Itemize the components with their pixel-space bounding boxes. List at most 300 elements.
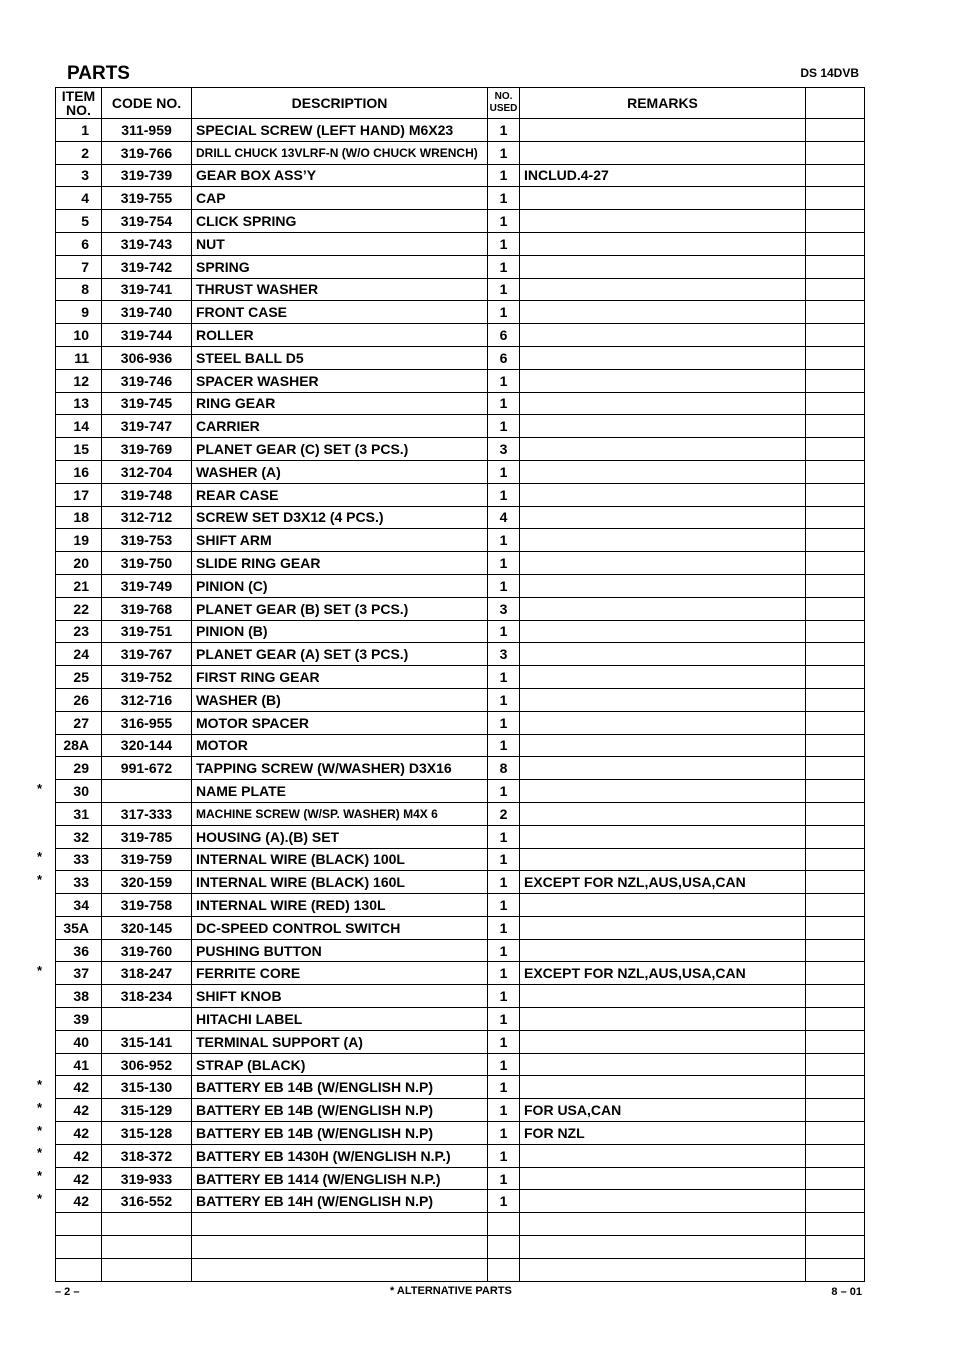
item-no-cell: 11 (56, 346, 102, 369)
extra-cell (806, 552, 865, 575)
remarks-cell (520, 688, 806, 711)
code-no-cell: 319-758 (102, 894, 192, 917)
extra-cell (806, 346, 865, 369)
item-no-cell: 22 (56, 597, 102, 620)
item-no-cell: 1 (56, 119, 102, 142)
description-cell: FERRITE CORE (192, 962, 488, 985)
code-no-cell: 319-768 (102, 597, 192, 620)
code-no-cell: 318-372 (102, 1144, 192, 1167)
code-no-cell: 319-752 (102, 666, 192, 689)
table-row (56, 643, 865, 666)
item-no-cell: 33 (56, 848, 102, 871)
no-used-cell: 1 (488, 871, 520, 894)
table-row (56, 552, 865, 575)
item-no-cell: 41 (56, 1053, 102, 1076)
code-no-cell: 319-933 (102, 1167, 192, 1190)
item-no-cell: 32 (56, 825, 102, 848)
code-no-cell: 991-672 (102, 757, 192, 780)
extra-cell (806, 1099, 865, 1122)
item-no-cell: 31 (56, 802, 102, 825)
extra-cell (806, 643, 865, 666)
no-used-cell: 1 (488, 688, 520, 711)
remarks-cell (520, 802, 806, 825)
description-cell: GEAR BOX ASS’Y (192, 164, 488, 187)
extra-cell (806, 187, 865, 210)
code-no-cell: 319-767 (102, 643, 192, 666)
alternative-part-marker: * (37, 1190, 43, 1206)
remarks-cell (520, 757, 806, 780)
extra-cell (806, 1053, 865, 1076)
item-no-cell: 28A (56, 734, 102, 757)
item-no-cell (56, 1236, 102, 1259)
alternative-part-marker: * (37, 1076, 43, 1092)
remarks-cell: INCLUD.4-27 (520, 164, 806, 187)
remarks-cell (520, 392, 806, 415)
header-code-no: CODE NO. (102, 88, 192, 119)
code-no-cell: 319-753 (102, 529, 192, 552)
table-row (56, 1099, 865, 1122)
remarks-cell (520, 1053, 806, 1076)
item-no-cell: 29 (56, 757, 102, 780)
extra-cell (806, 1190, 865, 1213)
no-used-cell: 1 (488, 141, 520, 164)
code-no-cell: 306-936 (102, 346, 192, 369)
code-no-cell: 319-750 (102, 552, 192, 575)
item-no-cell: 16 (56, 460, 102, 483)
remarks-cell (520, 483, 806, 506)
item-no-cell: 36 (56, 939, 102, 962)
extra-cell (806, 688, 865, 711)
no-used-cell: 4 (488, 506, 520, 529)
code-no-cell: 320-144 (102, 734, 192, 757)
remarks-cell (520, 1076, 806, 1099)
remarks-cell (520, 825, 806, 848)
no-used-cell: 1 (488, 483, 520, 506)
remarks-cell (520, 1144, 806, 1167)
description-cell: REAR CASE (192, 483, 488, 506)
alternative-part-marker: * (37, 1122, 43, 1138)
extra-cell (806, 1076, 865, 1099)
description-cell (192, 1213, 488, 1236)
no-used-cell: 1 (488, 574, 520, 597)
description-cell: INTERNAL WIRE (RED) 130L (192, 894, 488, 917)
table-row (56, 460, 865, 483)
no-used-cell: 1 (488, 666, 520, 689)
description-cell: INTERNAL WIRE (BLACK) 100L (192, 848, 488, 871)
parts-table (55, 87, 865, 1282)
remarks-cell (520, 506, 806, 529)
no-used-cell: 1 (488, 985, 520, 1008)
extra-cell (806, 985, 865, 1008)
description-cell: SCREW SET D3X12 (4 PCS.) (192, 506, 488, 529)
code-no-cell: 319-741 (102, 278, 192, 301)
table-row (56, 597, 865, 620)
table-row (56, 1167, 865, 1190)
page-number: – 2 – (55, 1286, 80, 1298)
code-no-cell (102, 1008, 192, 1031)
no-used-cell: 1 (488, 620, 520, 643)
alternative-part-marker: * (37, 780, 43, 796)
code-no-cell: 320-145 (102, 916, 192, 939)
extra-cell (806, 141, 865, 164)
remarks-cell (520, 324, 806, 347)
extra-cell (806, 1258, 865, 1281)
extra-cell (806, 324, 865, 347)
item-no-cell: 42 (56, 1190, 102, 1213)
description-cell: HITACHI LABEL (192, 1008, 488, 1031)
no-used-cell: 1 (488, 164, 520, 187)
table-row (56, 346, 865, 369)
table-row (56, 757, 865, 780)
extra-cell (806, 666, 865, 689)
item-no-cell: 5 (56, 210, 102, 233)
table-row (56, 164, 865, 187)
code-no-cell: 312-712 (102, 506, 192, 529)
remarks-cell (520, 1030, 806, 1053)
remarks-cell: FOR NZL (520, 1122, 806, 1145)
extra-cell (806, 962, 865, 985)
no-used-cell: 1 (488, 1099, 520, 1122)
item-no-cell: 42 (56, 1167, 102, 1190)
table-row (56, 210, 865, 233)
no-used-cell (488, 1236, 520, 1259)
table-row (56, 232, 865, 255)
model-number: DS 14DVB (800, 66, 859, 80)
description-cell: BATTERY EB 14B (W/ENGLISH N.P) (192, 1122, 488, 1145)
item-no-cell: 7 (56, 255, 102, 278)
no-used-cell: 1 (488, 301, 520, 324)
table-row (56, 711, 865, 734)
page-title: PARTS (67, 63, 130, 84)
remarks-cell (520, 255, 806, 278)
description-cell: WASHER (B) (192, 688, 488, 711)
extra-cell (806, 392, 865, 415)
no-used-cell: 3 (488, 438, 520, 461)
item-no-cell: 4 (56, 187, 102, 210)
remarks-cell (520, 666, 806, 689)
remarks-cell (520, 438, 806, 461)
extra-cell (806, 574, 865, 597)
extra-cell (806, 939, 865, 962)
table-row (56, 438, 865, 461)
extra-cell (806, 438, 865, 461)
description-cell: PINION (C) (192, 574, 488, 597)
description-cell: ROLLER (192, 324, 488, 347)
item-no-cell: 13 (56, 392, 102, 415)
extra-cell (806, 301, 865, 324)
extra-cell (806, 734, 865, 757)
no-used-cell: 1 (488, 369, 520, 392)
no-used-cell: 1 (488, 1190, 520, 1213)
item-no-cell: 42 (56, 1076, 102, 1099)
remarks-cell (520, 187, 806, 210)
no-used-cell: 1 (488, 187, 520, 210)
table-row (56, 1030, 865, 1053)
no-used-cell: 1 (488, 1053, 520, 1076)
remarks-cell (520, 346, 806, 369)
table-row (56, 119, 865, 142)
remarks-cell (520, 278, 806, 301)
code-no-cell: 320-159 (102, 871, 192, 894)
extra-cell (806, 620, 865, 643)
item-no-cell: 3 (56, 164, 102, 187)
extra-cell (806, 506, 865, 529)
remarks-cell (520, 460, 806, 483)
code-no-cell: 312-716 (102, 688, 192, 711)
remarks-cell (520, 1190, 806, 1213)
no-used-cell: 3 (488, 643, 520, 666)
code-no-cell: 319-749 (102, 574, 192, 597)
table-row (56, 278, 865, 301)
extra-cell (806, 1008, 865, 1031)
extra-cell (806, 369, 865, 392)
description-cell: BATTERY EB 14H (W/ENGLISH N.P) (192, 1190, 488, 1213)
item-no-cell (56, 1213, 102, 1236)
no-used-cell: 1 (488, 848, 520, 871)
item-no-cell: 30 (56, 780, 102, 803)
item-no-cell: 34 (56, 894, 102, 917)
code-no-cell: 319-766 (102, 141, 192, 164)
code-no-cell: 318-234 (102, 985, 192, 1008)
table-row (56, 301, 865, 324)
item-no-cell: 42 (56, 1144, 102, 1167)
code-no-cell: 319-742 (102, 255, 192, 278)
code-no-cell: 319-748 (102, 483, 192, 506)
no-used-cell: 1 (488, 939, 520, 962)
extra-cell (806, 460, 865, 483)
table-row (56, 506, 865, 529)
remarks-cell (520, 734, 806, 757)
code-no-cell: 319-744 (102, 324, 192, 347)
extra-cell (806, 1213, 865, 1236)
table-row (56, 369, 865, 392)
remarks-cell (520, 232, 806, 255)
description-cell: SHIFT ARM (192, 529, 488, 552)
alternative-part-marker: * (37, 1099, 43, 1115)
table-row (56, 962, 865, 985)
code-no-cell: 318-247 (102, 962, 192, 985)
description-cell: BATTERY EB 14B (W/ENGLISH N.P) (192, 1076, 488, 1099)
no-used-cell: 1 (488, 711, 520, 734)
description-cell: DRILL CHUCK 13VLRF-N (W/O CHUCK WRENCH) (192, 141, 488, 164)
remarks-cell (520, 119, 806, 142)
item-no-cell: 17 (56, 483, 102, 506)
extra-cell (806, 1122, 865, 1145)
description-cell (192, 1258, 488, 1281)
item-no-cell: 6 (56, 232, 102, 255)
description-cell: PINION (B) (192, 620, 488, 643)
extra-cell (806, 916, 865, 939)
table-row (56, 780, 865, 803)
description-cell: TERMINAL SUPPORT (A) (192, 1030, 488, 1053)
item-no-cell: 33 (56, 871, 102, 894)
alternative-part-marker: * (37, 1145, 43, 1161)
extra-cell (806, 711, 865, 734)
extra-cell (806, 1236, 865, 1259)
table-row (56, 141, 865, 164)
extra-cell (806, 1167, 865, 1190)
description-cell: FIRST RING GEAR (192, 666, 488, 689)
extra-cell (806, 119, 865, 142)
code-no-cell: 315-128 (102, 1122, 192, 1145)
alternative-parts-note: * ALTERNATIVE PARTS (390, 1285, 512, 1297)
code-no-cell: 319-745 (102, 392, 192, 415)
remarks-cell (520, 643, 806, 666)
description-cell: MOTOR SPACER (192, 711, 488, 734)
table-row (56, 1236, 865, 1259)
item-no-cell: 38 (56, 985, 102, 1008)
table-row (56, 848, 865, 871)
table-row (56, 574, 865, 597)
table-row (56, 1213, 865, 1236)
description-cell: SPRING (192, 255, 488, 278)
remarks-cell: EXCEPT FOR NZL,AUS,USA,CAN (520, 871, 806, 894)
remarks-cell: FOR USA,CAN (520, 1099, 806, 1122)
table-row (56, 255, 865, 278)
description-cell: TAPPING SCREW (W/WASHER) D3X16 (192, 757, 488, 780)
remarks-cell (520, 894, 806, 917)
description-cell: BATTERY EB 14B (W/ENGLISH N.P) (192, 1099, 488, 1122)
description-cell: FRONT CASE (192, 301, 488, 324)
code-no-cell: 319-785 (102, 825, 192, 848)
description-cell: STEEL BALL D5 (192, 346, 488, 369)
no-used-cell: 1 (488, 1144, 520, 1167)
code-no-cell: 319-755 (102, 187, 192, 210)
code-no-cell (102, 1258, 192, 1281)
table-row (56, 802, 865, 825)
code-no-cell: 312-704 (102, 460, 192, 483)
code-no-cell (102, 780, 192, 803)
extra-cell (806, 164, 865, 187)
alternative-part-marker: * (37, 1168, 43, 1184)
table-row (56, 894, 865, 917)
description-cell: WASHER (A) (192, 460, 488, 483)
description-cell: NAME PLATE (192, 780, 488, 803)
table-row (56, 871, 865, 894)
description-cell: MOTOR (192, 734, 488, 757)
code-no-cell: 319-739 (102, 164, 192, 187)
remarks-cell (520, 141, 806, 164)
item-no-cell: 25 (56, 666, 102, 689)
item-no-cell: 12 (56, 369, 102, 392)
code-no-cell (102, 1236, 192, 1259)
no-used-cell: 1 (488, 1167, 520, 1190)
extra-cell (806, 597, 865, 620)
table-row (56, 483, 865, 506)
revision-date: 8 – 01 (831, 1286, 862, 1298)
table-row (56, 392, 865, 415)
item-no-cell: 21 (56, 574, 102, 597)
table-row (56, 1076, 865, 1099)
table-header-row (56, 88, 865, 119)
description-cell: RING GEAR (192, 392, 488, 415)
description-cell: THRUST WASHER (192, 278, 488, 301)
remarks-cell (520, 529, 806, 552)
table-row (56, 688, 865, 711)
description-cell: SLIDE RING GEAR (192, 552, 488, 575)
remarks-cell (520, 301, 806, 324)
code-no-cell: 306-952 (102, 1053, 192, 1076)
item-no-cell: 10 (56, 324, 102, 347)
description-cell: BATTERY EB 1430H (W/ENGLISH N.P.) (192, 1144, 488, 1167)
extra-cell (806, 825, 865, 848)
description-cell: STRAP (BLACK) (192, 1053, 488, 1076)
description-cell: PLANET GEAR (C) SET (3 PCS.) (192, 438, 488, 461)
no-used-cell: 6 (488, 346, 520, 369)
table-row (56, 1144, 865, 1167)
code-no-cell (102, 1213, 192, 1236)
code-no-cell: 315-129 (102, 1099, 192, 1122)
code-no-cell: 319-754 (102, 210, 192, 233)
description-cell: CAP (192, 187, 488, 210)
item-no-cell (56, 1258, 102, 1281)
no-used-cell: 1 (488, 780, 520, 803)
extra-cell (806, 232, 865, 255)
table-row (56, 620, 865, 643)
no-used-cell: 1 (488, 210, 520, 233)
no-used-cell: 1 (488, 894, 520, 917)
no-used-cell: 1 (488, 392, 520, 415)
table-row (56, 187, 865, 210)
alternative-part-marker: * (37, 871, 43, 887)
extra-cell (806, 278, 865, 301)
alternative-part-marker: * (37, 962, 43, 978)
table-row (56, 1258, 865, 1281)
item-no-cell: 14 (56, 415, 102, 438)
no-used-cell: 1 (488, 916, 520, 939)
table-row (56, 825, 865, 848)
code-no-cell: 311-959 (102, 119, 192, 142)
no-used-cell: 1 (488, 962, 520, 985)
extra-cell (806, 1144, 865, 1167)
alternative-part-marker: * (37, 849, 43, 864)
no-used-cell: 1 (488, 255, 520, 278)
remarks-cell (520, 620, 806, 643)
table-row (56, 1053, 865, 1076)
extra-cell (806, 1030, 865, 1053)
description-cell: DC-SPEED CONTROL SWITCH (192, 916, 488, 939)
header-remarks: REMARKS (520, 88, 806, 119)
item-no-cell: 8 (56, 278, 102, 301)
description-cell: BATTERY EB 1414 (W/ENGLISH N.P.) (192, 1167, 488, 1190)
code-no-cell: 319-759 (102, 848, 192, 871)
no-used-cell (488, 1258, 520, 1281)
no-used-cell: 1 (488, 415, 520, 438)
table-row (56, 939, 865, 962)
item-no-cell: 18 (56, 506, 102, 529)
item-no-cell: 9 (56, 301, 102, 324)
extra-cell (806, 757, 865, 780)
no-used-cell: 3 (488, 597, 520, 620)
remarks-cell (520, 597, 806, 620)
no-used-cell: 6 (488, 324, 520, 347)
no-used-cell: 1 (488, 119, 520, 142)
item-no-cell: 39 (56, 1008, 102, 1031)
no-used-cell: 1 (488, 529, 520, 552)
no-used-cell: 1 (488, 278, 520, 301)
table-row (56, 666, 865, 689)
code-no-cell: 319-740 (102, 301, 192, 324)
remarks-cell (520, 916, 806, 939)
header-item-no: ITEM NO. (56, 88, 102, 119)
code-no-cell: 315-141 (102, 1030, 192, 1053)
table-row (56, 529, 865, 552)
remarks-cell (520, 1236, 806, 1259)
remarks-cell (520, 1258, 806, 1281)
remarks-cell (520, 780, 806, 803)
extra-cell (806, 780, 865, 803)
description-cell: CLICK SPRING (192, 210, 488, 233)
